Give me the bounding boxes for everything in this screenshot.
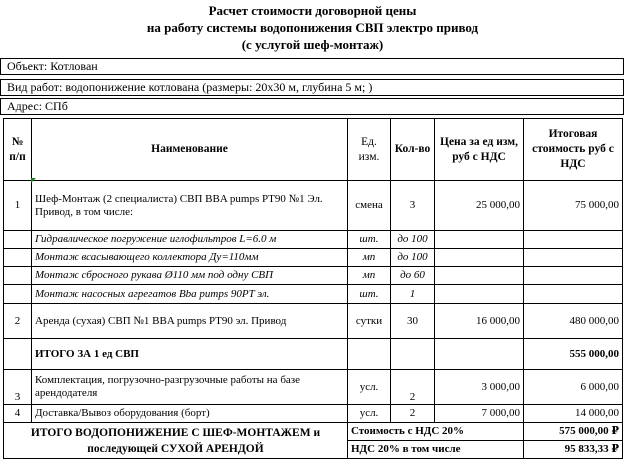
estimate-table bbox=[3, 118, 623, 459]
table-row bbox=[4, 304, 623, 339]
row-num: 2 bbox=[4, 304, 32, 339]
row-name: Шеф-Монтаж (2 специалиста) СВП BBA pumps PT90 №1 Эл. Привод, в том числе: bbox=[32, 181, 348, 231]
row-unit: шт. bbox=[348, 285, 391, 304]
row-price: 16 000,00 bbox=[435, 304, 524, 339]
col-unit-header: Ед. изм. bbox=[348, 119, 391, 181]
work-type-line: Вид работ: водопонижение котлована (размеры: 20х30 м, глубина 5 м; ) bbox=[0, 79, 624, 96]
row-name: Комплектация, погрузочно-разгрузочные работы на базе арендодателя bbox=[32, 370, 348, 405]
row-qty: до 100 bbox=[391, 249, 435, 267]
row-total: 480 000,00 bbox=[524, 304, 623, 339]
row-qty: до 100 bbox=[391, 231, 435, 249]
vat-label: НДС 20% в том числе bbox=[348, 441, 524, 459]
cell-comment-marker bbox=[31, 178, 36, 183]
col-total-header: Итоговая стоимость руб с НДС bbox=[524, 119, 623, 181]
address-line: Адрес: СПб bbox=[0, 98, 624, 115]
row-total: 14 000,00 bbox=[524, 405, 623, 423]
subtotal-value: 555 000,00 bbox=[524, 339, 623, 370]
row-name: Аренда (сухая) СВП №1 BBA pumps PT90 эл. Привод bbox=[32, 304, 348, 339]
cost-label: Стоимость с НДС 20% bbox=[348, 423, 524, 441]
row-qty: 30 bbox=[391, 304, 435, 339]
table-row bbox=[4, 285, 623, 304]
row-num: 4 bbox=[4, 405, 32, 423]
row-num: 1 bbox=[4, 181, 32, 231]
table-row bbox=[4, 405, 623, 423]
col-num-header: № п/п bbox=[4, 119, 32, 181]
row-qty: 2 bbox=[391, 370, 435, 405]
row-unit: мп bbox=[348, 249, 391, 267]
row-name: Гидравлическое погружение иглофильтров L=6.0 м bbox=[32, 231, 348, 249]
row-total: 75 000,00 bbox=[524, 181, 623, 231]
row-unit: шт. bbox=[348, 231, 391, 249]
doc-subtitle: на работу системы водопонижения СВП электро привод bbox=[146, 20, 479, 35]
table-row bbox=[4, 249, 623, 267]
doc-title: Расчет стоимости договорной цены bbox=[208, 3, 417, 18]
row-price: 3 000,00 bbox=[435, 370, 524, 405]
table-row bbox=[4, 231, 623, 249]
col-name-header: Наименование bbox=[32, 119, 348, 181]
row-name: Монтаж насосных агрегатов Bba pumps 90PT эл. bbox=[32, 285, 348, 304]
table-row bbox=[4, 181, 623, 231]
vat-value: 95 833,33 ₽ bbox=[524, 441, 623, 459]
row-unit: усл. bbox=[348, 405, 391, 423]
col-qty-header: Кол-во bbox=[391, 119, 435, 181]
cost-value: 575 000,00 ₽ bbox=[524, 423, 623, 441]
row-qty: 1 bbox=[391, 285, 435, 304]
row-qty: до 60 bbox=[391, 267, 435, 285]
grand-total-row bbox=[4, 423, 623, 441]
row-unit: усл. bbox=[348, 370, 391, 405]
row-unit: сутки bbox=[348, 304, 391, 339]
row-unit: смена bbox=[348, 181, 391, 231]
row-total: 6 000,00 bbox=[524, 370, 623, 405]
table-row bbox=[4, 370, 623, 405]
row-price: 25 000,00 bbox=[435, 181, 524, 231]
row-qty: 2 bbox=[391, 405, 435, 423]
row-name: Монтаж сбросного рукава Ø110 мм под одну СВП bbox=[32, 267, 348, 285]
object-line: Объект: Котлован bbox=[0, 58, 624, 75]
doc-subtitle-service: (с услугой шеф-монтаж) bbox=[241, 37, 384, 52]
col-price-header: Цена за ед изм, руб с НДС bbox=[435, 119, 524, 181]
table-header-row bbox=[4, 119, 623, 181]
row-num: 3 bbox=[4, 370, 32, 405]
row-name: Монтаж всасывающего коллектора Ду=110мм bbox=[32, 249, 348, 267]
row-name: Доставка/Вывоз оборудования (борт) bbox=[32, 405, 348, 423]
row-qty: 3 bbox=[391, 181, 435, 231]
grand-total-title: ИТОГО ВОДОПОНИЖЕНИЕ С ШЕФ-МОНТАЖЕМ и последующей СУХОЙ АРЕНДОЙ bbox=[4, 423, 348, 459]
row-unit: мп bbox=[348, 267, 391, 285]
table-row bbox=[4, 267, 623, 285]
row-price: 7 000,00 bbox=[435, 405, 524, 423]
subtotal-label: ИТОГО ЗА 1 ед СВП bbox=[32, 339, 348, 370]
subtotal-row bbox=[4, 339, 623, 370]
